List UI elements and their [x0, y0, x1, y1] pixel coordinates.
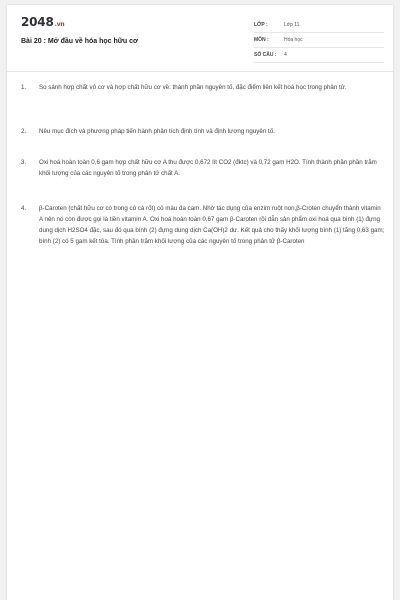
class-row	[254, 19, 384, 33]
question-count-row	[254, 49, 384, 63]
document-header	[7, 5, 393, 72]
document-page	[7, 5, 393, 600]
question-text: Oxi hoá hoàn toàn 0,6 gam hợp chất hữu cơ A thu được 0,672 lít CO2 (đktc) và 0,72 gam H2O. Tính thành phần phần trăm khối lượng của các nguyên tố trong phân tử chất A.	[39, 159, 377, 177]
question-count-value: 4	[284, 52, 287, 58]
question-number: 1.	[21, 84, 27, 91]
subject-label: MÔN :	[254, 37, 269, 43]
logo-main: 2048	[21, 15, 54, 29]
page-title: Bài 20 : Mở đầu về hóa học hữu cơ	[21, 38, 138, 45]
logo-suffix: .vn	[54, 21, 65, 28]
class-label: LỚP :	[254, 22, 268, 28]
question-number: 4.	[21, 205, 27, 212]
question-text: Nêu mục đích và phương pháp tiến hành phân tích định tính và định lượng nguyên tố.	[39, 128, 275, 135]
question-number: 3.	[21, 159, 27, 166]
subject-value: Hóa học	[284, 37, 303, 43]
subject-row	[254, 34, 384, 48]
class-value: Lớp 11	[284, 22, 300, 28]
site-logo[interactable]	[21, 15, 64, 29]
question-text: So sánh hợp chất vô cơ và hợp chất hữu cơ về: thành phần nguyên tố, đặc điểm liên kết hoá học trong phân tử.	[39, 84, 347, 91]
question-text: β-Caroten (chất hữu cơ có trong củ cà rốt) có màu da cam. Nhờ tác dụng của enzim ruột non,β-Croten chuyển thành vitamin A nên nó còn được gọi là tiền vitamin A. Oxi hoá hoàn toàn 0,67 gam β-Caroten rồi dẫn sản phẩm oxi hoá qua bình (1) đựng dung dịch H2SO4 đặc, sau đó qua bình (2) đựng dung dịch Ca(OH)2 dư. Kết quả cho thấy khối lượng bình (1) tăng 0,63 gam; bình (2) có 5 gam kết tủa. Tính phần trăm khối lượng của các nguyên tố trong phân tử β-Caroten	[39, 205, 385, 245]
question-number: 2.	[21, 128, 27, 135]
question-count-label: SỐ CÂU :	[254, 52, 277, 58]
